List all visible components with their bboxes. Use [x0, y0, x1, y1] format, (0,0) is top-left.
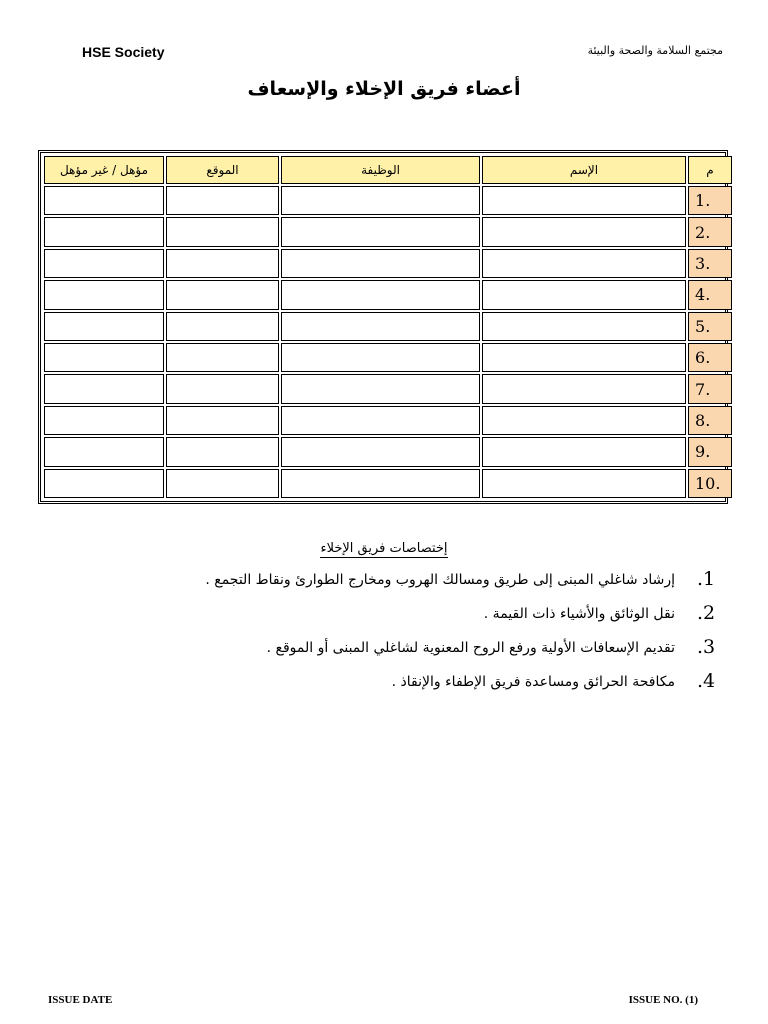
location-cell[interactable]	[166, 249, 279, 278]
table-row	[44, 374, 732, 403]
location-cell[interactable]	[166, 437, 279, 466]
list-item	[150, 568, 725, 602]
table-header-row	[44, 156, 732, 184]
location-cell[interactable]	[166, 343, 279, 372]
task-number: 3.	[697, 636, 716, 658]
members-table-frame	[38, 150, 728, 504]
job-cell[interactable]	[281, 469, 480, 498]
task-number: 2.	[697, 602, 716, 624]
row-number: .8	[688, 406, 732, 435]
task-text: نقل الوثائق والأشياء ذات القيمة .	[483, 606, 675, 622]
col-header-job: الوظيفة	[281, 156, 480, 184]
col-header-location: الموقع	[166, 156, 279, 184]
location-cell[interactable]	[166, 217, 279, 246]
col-header-name: الإسم	[482, 156, 686, 184]
name-cell[interactable]	[482, 312, 686, 341]
row-number: .5	[688, 312, 732, 341]
location-cell[interactable]	[166, 406, 279, 435]
qualified-cell[interactable]	[44, 249, 164, 278]
job-cell[interactable]	[281, 186, 480, 215]
table-row	[44, 343, 732, 372]
table-row	[44, 406, 732, 435]
table-row	[44, 249, 732, 278]
job-cell[interactable]	[281, 312, 480, 341]
row-number: .7	[688, 374, 732, 403]
col-header-number: م	[688, 156, 732, 184]
table-row	[44, 469, 732, 498]
job-cell[interactable]	[281, 343, 480, 372]
qualified-cell[interactable]	[44, 343, 164, 372]
table-row	[44, 186, 732, 215]
task-list	[150, 568, 725, 704]
task-number: 4.	[697, 670, 716, 692]
qualified-cell[interactable]	[44, 217, 164, 246]
location-cell[interactable]	[166, 280, 279, 309]
job-cell[interactable]	[281, 374, 480, 403]
location-cell[interactable]	[166, 186, 279, 215]
name-cell[interactable]	[482, 186, 686, 215]
header-left: HSE Society	[82, 44, 165, 60]
row-number: .1	[688, 186, 732, 215]
location-cell[interactable]	[166, 374, 279, 403]
col-header-qualified: مؤهل / غير مؤهل	[44, 156, 164, 184]
name-cell[interactable]	[482, 343, 686, 372]
list-item	[150, 670, 725, 704]
row-number: .6	[688, 343, 732, 372]
row-number: .4	[688, 280, 732, 309]
qualified-cell[interactable]	[44, 312, 164, 341]
job-cell[interactable]	[281, 406, 480, 435]
row-number: .10	[688, 469, 732, 498]
section-title-text: إختصاصات فريق الإخلاء	[320, 541, 448, 556]
task-text: تقديم الإسعافات الأولية ورفع الروح المعنوية لشاغلي المبنى أو الموقع .	[266, 640, 675, 656]
list-item	[150, 636, 725, 670]
table-row	[44, 280, 732, 309]
job-cell[interactable]	[281, 280, 480, 309]
name-cell[interactable]	[482, 406, 686, 435]
issue-date-label: ISSUE DATE	[48, 994, 113, 1006]
name-cell[interactable]	[482, 280, 686, 309]
qualified-cell[interactable]	[44, 186, 164, 215]
qualified-cell[interactable]	[44, 374, 164, 403]
task-number: 1.	[697, 568, 716, 590]
location-cell[interactable]	[166, 469, 279, 498]
task-text: مكافحة الحرائق ومساعدة فريق الإطفاء والإنقاذ .	[391, 674, 675, 690]
job-cell[interactable]	[281, 437, 480, 466]
table-row	[44, 312, 732, 341]
table-row	[44, 437, 732, 466]
qualified-cell[interactable]	[44, 469, 164, 498]
job-cell[interactable]	[281, 249, 480, 278]
section-title	[0, 541, 768, 556]
name-cell[interactable]	[482, 437, 686, 466]
row-number: .9	[688, 437, 732, 466]
members-table	[42, 154, 734, 500]
job-cell[interactable]	[281, 217, 480, 246]
list-item	[150, 602, 725, 636]
name-cell[interactable]	[482, 469, 686, 498]
qualified-cell[interactable]	[44, 437, 164, 466]
qualified-cell[interactable]	[44, 280, 164, 309]
table-row	[44, 217, 732, 246]
header-right: مجتمع السلامة والصحة والبيئة	[587, 44, 723, 57]
name-cell[interactable]	[482, 217, 686, 246]
issue-number-label: ISSUE NO. (1)	[628, 994, 698, 1006]
name-cell[interactable]	[482, 374, 686, 403]
row-number: .3	[688, 249, 732, 278]
name-cell[interactable]	[482, 249, 686, 278]
page-title: أعضاء فريق الإخلاء والإسعاف	[247, 78, 521, 100]
row-number: .2	[688, 217, 732, 246]
qualified-cell[interactable]	[44, 406, 164, 435]
task-text: إرشاد شاغلي المبنى إلى طريق ومسالك الهروب ومخارج الطوارئ ونقاط التجمع .	[205, 572, 675, 588]
location-cell[interactable]	[166, 312, 279, 341]
